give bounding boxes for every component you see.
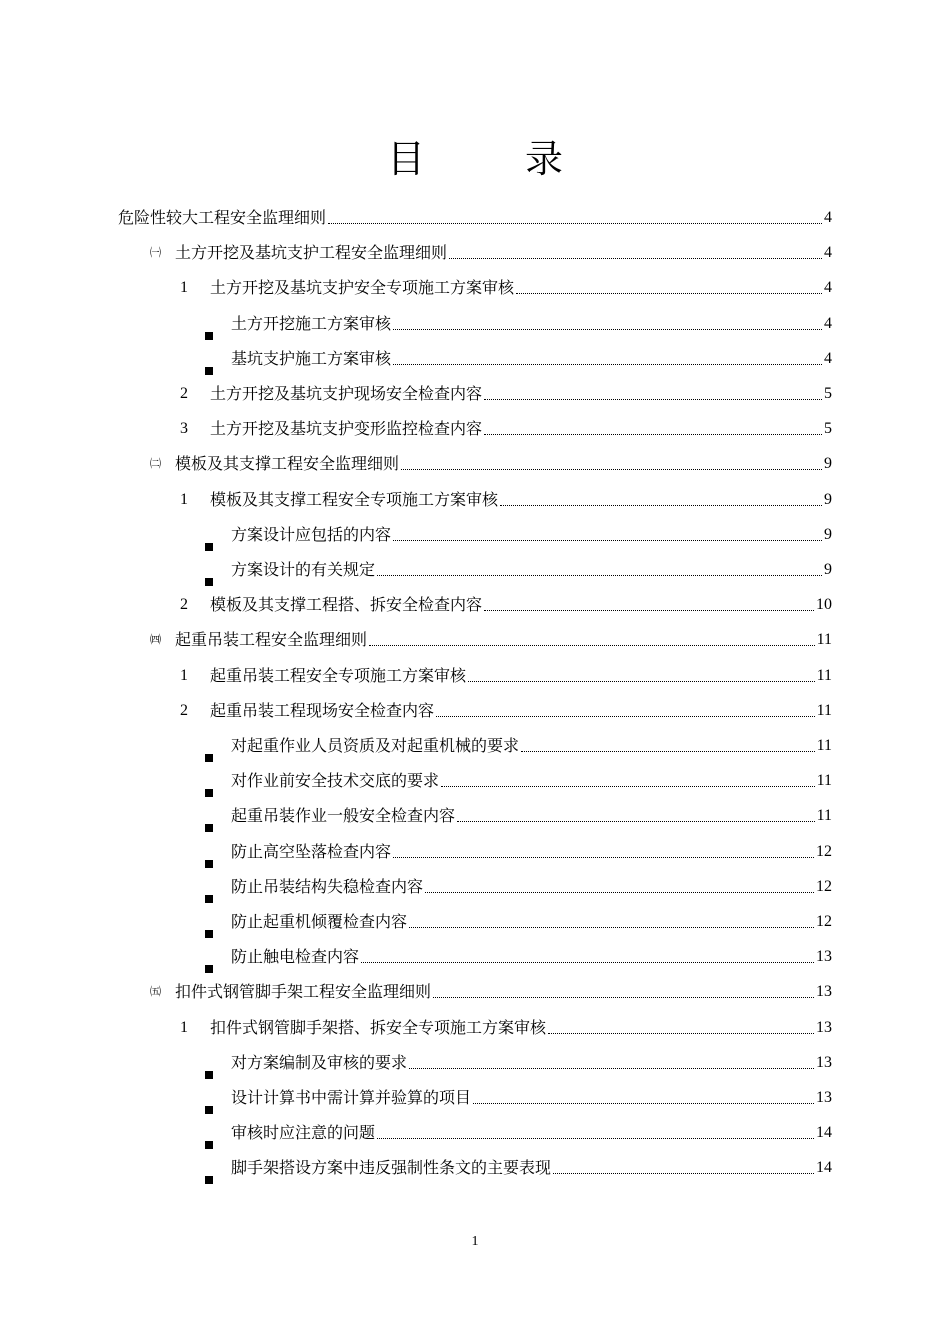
toc-dot-leader bbox=[468, 680, 815, 682]
toc-dot-leader bbox=[521, 750, 815, 752]
toc-page-number: 9 bbox=[824, 525, 832, 543]
toc-entry-label: 防止吊装结构失稳检查内容 bbox=[231, 876, 424, 896]
toc-dot-leader bbox=[548, 1032, 814, 1034]
toc-page-number: 11 bbox=[816, 701, 832, 719]
toc-entry-label: 对方案编制及审核的要求 bbox=[231, 1052, 408, 1072]
toc-entry-label: 扣件式钢管脚手架工程安全监理细则 bbox=[175, 982, 432, 1002]
toc-entry-label: 设计计算书中需计算并验算的项目 bbox=[231, 1088, 472, 1107]
title-char-1: 目 bbox=[386, 137, 425, 181]
toc-entry[interactable] bbox=[205, 515, 832, 545]
toc-entry[interactable] bbox=[205, 937, 832, 967]
toc-entry-label: 模板及其支撑工程安全专项施工方案审核 bbox=[210, 489, 499, 509]
toc-entry-label: 危险性较大工程安全监理细则 bbox=[118, 208, 327, 227]
toc-dot-leader bbox=[409, 1067, 814, 1069]
toc-entry[interactable] bbox=[205, 1043, 832, 1073]
toc-item-number: 1 bbox=[180, 1018, 188, 1036]
toc-entry-label: 对作业前安全技术交底的要求 bbox=[231, 771, 440, 791]
toc-page-number: 4 bbox=[824, 244, 832, 262]
toc-entry-label: 土方开挖及基坑支护工程安全监理细则 bbox=[175, 243, 448, 263]
toc-dot-leader bbox=[393, 539, 822, 541]
toc-section-marker: ㈣ bbox=[150, 633, 161, 647]
toc-dot-leader bbox=[441, 785, 815, 787]
toc-page-number: 5 bbox=[824, 385, 832, 402]
toc-dot-leader bbox=[484, 398, 822, 400]
toc-entry-label: 土方开挖施工方案审核 bbox=[231, 313, 392, 333]
toc-entry[interactable] bbox=[205, 832, 832, 862]
toc-page-number: 13 bbox=[816, 983, 832, 1001]
toc-page-number: 11 bbox=[816, 772, 832, 790]
page-title bbox=[0, 128, 950, 183]
toc-entry[interactable] bbox=[150, 620, 832, 650]
toc-entry-label: 土方开挖及基坑支护安全专项施工方案审核 bbox=[210, 278, 515, 298]
toc-dot-leader bbox=[500, 504, 822, 506]
toc-entry-label: 起重吊装作业一般安全检查内容 bbox=[231, 806, 456, 826]
toc-section-marker: ㈠ bbox=[150, 246, 161, 260]
toc-page-number: 12 bbox=[816, 913, 832, 930]
toc-entry[interactable] bbox=[150, 233, 832, 263]
toc-entry[interactable] bbox=[180, 409, 832, 439]
toc-entry[interactable] bbox=[205, 1113, 832, 1143]
toc-entry-label: 防止高空坠落检查内容 bbox=[231, 841, 392, 861]
toc-entry[interactable] bbox=[205, 902, 832, 932]
toc-dot-leader bbox=[484, 609, 814, 611]
toc-entry[interactable] bbox=[205, 304, 832, 334]
toc-entry[interactable] bbox=[180, 585, 832, 615]
page-number: 1 bbox=[471, 1234, 479, 1249]
toc-page-number: 4 bbox=[824, 314, 832, 332]
toc-item-number: 3 bbox=[180, 420, 188, 438]
toc-entry[interactable] bbox=[118, 198, 832, 228]
toc-dot-leader bbox=[369, 644, 815, 646]
toc-entry[interactable] bbox=[180, 480, 832, 510]
toc-page-number: 4 bbox=[824, 349, 832, 367]
toc-entry[interactable] bbox=[180, 1008, 832, 1038]
toc-page-number: 11 bbox=[816, 737, 832, 754]
toc-page-number: 9 bbox=[824, 490, 832, 508]
toc-entry-label: 起重吊装工程安全专项施工方案审核 bbox=[210, 665, 467, 685]
toc-entry-label: 方案设计的有关规定 bbox=[231, 560, 376, 579]
toc-dot-leader bbox=[425, 891, 814, 893]
toc-page-number: 13 bbox=[816, 948, 832, 966]
toc-dot-leader bbox=[457, 820, 815, 822]
toc-page-number: 5 bbox=[824, 420, 832, 438]
toc-entry[interactable] bbox=[180, 691, 832, 721]
toc-dot-leader bbox=[401, 468, 822, 470]
toc-entry-label: 基坑支护施工方案审核 bbox=[231, 348, 392, 368]
square-bullet-icon bbox=[205, 1176, 213, 1184]
toc-item-number: 2 bbox=[180, 385, 188, 402]
toc-entry[interactable] bbox=[180, 268, 832, 298]
toc-entry[interactable] bbox=[205, 726, 832, 756]
toc-entry[interactable] bbox=[150, 444, 832, 474]
toc-section-marker: ㈤ bbox=[150, 985, 161, 999]
toc-item-number: 1 bbox=[180, 279, 188, 297]
toc-entry-label: 起重吊装工程安全监理细则 bbox=[175, 630, 368, 650]
toc-section-marker: ㈡ bbox=[150, 457, 161, 471]
toc-entry[interactable] bbox=[180, 656, 832, 686]
toc-page-number: 4 bbox=[824, 209, 832, 226]
toc-entry[interactable] bbox=[205, 761, 832, 791]
toc-entry[interactable] bbox=[205, 550, 832, 580]
toc-page-number: 9 bbox=[824, 561, 832, 578]
toc-entry-label: 防止触电检查内容 bbox=[231, 947, 360, 967]
toc-entry[interactable] bbox=[205, 867, 832, 897]
toc-entry-label: 模板及其支撑工程安全监理细则 bbox=[175, 454, 400, 474]
toc-dot-leader bbox=[449, 257, 822, 259]
toc-page-number: 10 bbox=[816, 596, 832, 614]
toc-entry[interactable] bbox=[180, 374, 832, 404]
toc-dot-leader bbox=[484, 433, 822, 435]
toc-dot-leader bbox=[393, 856, 814, 858]
toc-entry-label: 脚手架搭设方案中违反强制性条文的主要表现 bbox=[231, 1158, 552, 1178]
toc-page-number: 11 bbox=[816, 807, 832, 825]
toc-entry[interactable] bbox=[150, 972, 832, 1002]
toc-dot-leader bbox=[436, 715, 815, 717]
toc-entry-label: 扣件式钢管脚手架搭、拆安全专项施工方案审核 bbox=[210, 1017, 547, 1037]
toc-page-number: 13 bbox=[816, 1018, 832, 1036]
toc-dot-leader bbox=[393, 328, 822, 330]
toc-page-number: 11 bbox=[816, 631, 832, 649]
toc-entry-label: 土方开挖及基坑支护现场安全检查内容 bbox=[210, 384, 483, 403]
toc-dot-leader bbox=[553, 1172, 814, 1174]
toc-entry-label: 对起重作业人员资质及对起重机械的要求 bbox=[231, 736, 520, 755]
toc-dot-leader bbox=[393, 363, 822, 365]
toc-page-number: 12 bbox=[816, 842, 832, 860]
toc-dot-leader bbox=[433, 996, 814, 998]
toc-entry-label: 模板及其支撑工程搭、拆安全检查内容 bbox=[210, 595, 483, 615]
toc-entry-label: 审核时应注意的问题 bbox=[231, 1123, 376, 1143]
toc-entry-label: 防止起重机倾覆检查内容 bbox=[231, 912, 408, 931]
toc-dot-leader bbox=[409, 926, 814, 928]
toc-item-number: 1 bbox=[180, 666, 188, 684]
toc-page-number: 4 bbox=[824, 279, 832, 297]
toc-page-number: 9 bbox=[824, 455, 832, 473]
toc-page-number: 13 bbox=[816, 1053, 832, 1071]
toc-entry[interactable] bbox=[205, 1148, 832, 1178]
toc-page-number: 14 bbox=[816, 1159, 832, 1177]
toc-entry-label: 土方开挖及基坑支护变形监控检查内容 bbox=[210, 419, 483, 439]
toc-page-number: 12 bbox=[816, 877, 832, 895]
toc-item-number: 1 bbox=[180, 490, 188, 508]
toc-dot-leader bbox=[377, 1137, 814, 1139]
toc-item-number: 2 bbox=[180, 701, 188, 719]
toc-dot-leader bbox=[377, 574, 822, 576]
title-char-2: 录 bbox=[525, 137, 564, 181]
toc-item-number: 2 bbox=[180, 596, 188, 614]
toc-dot-leader bbox=[361, 961, 814, 963]
toc-entry[interactable] bbox=[205, 1078, 832, 1108]
toc-dot-leader bbox=[473, 1102, 814, 1104]
toc-entry-label: 起重吊装工程现场安全检查内容 bbox=[210, 700, 435, 720]
toc-page-number: 13 bbox=[816, 1089, 832, 1106]
toc-dot-leader bbox=[328, 222, 822, 224]
toc-entry[interactable] bbox=[205, 796, 832, 826]
toc-entry[interactable] bbox=[205, 339, 832, 369]
toc-dot-leader bbox=[516, 292, 822, 294]
toc-page-number: 14 bbox=[816, 1124, 832, 1142]
toc-entry-label: 方案设计应包括的内容 bbox=[231, 524, 392, 544]
toc-page-number: 11 bbox=[816, 666, 832, 684]
